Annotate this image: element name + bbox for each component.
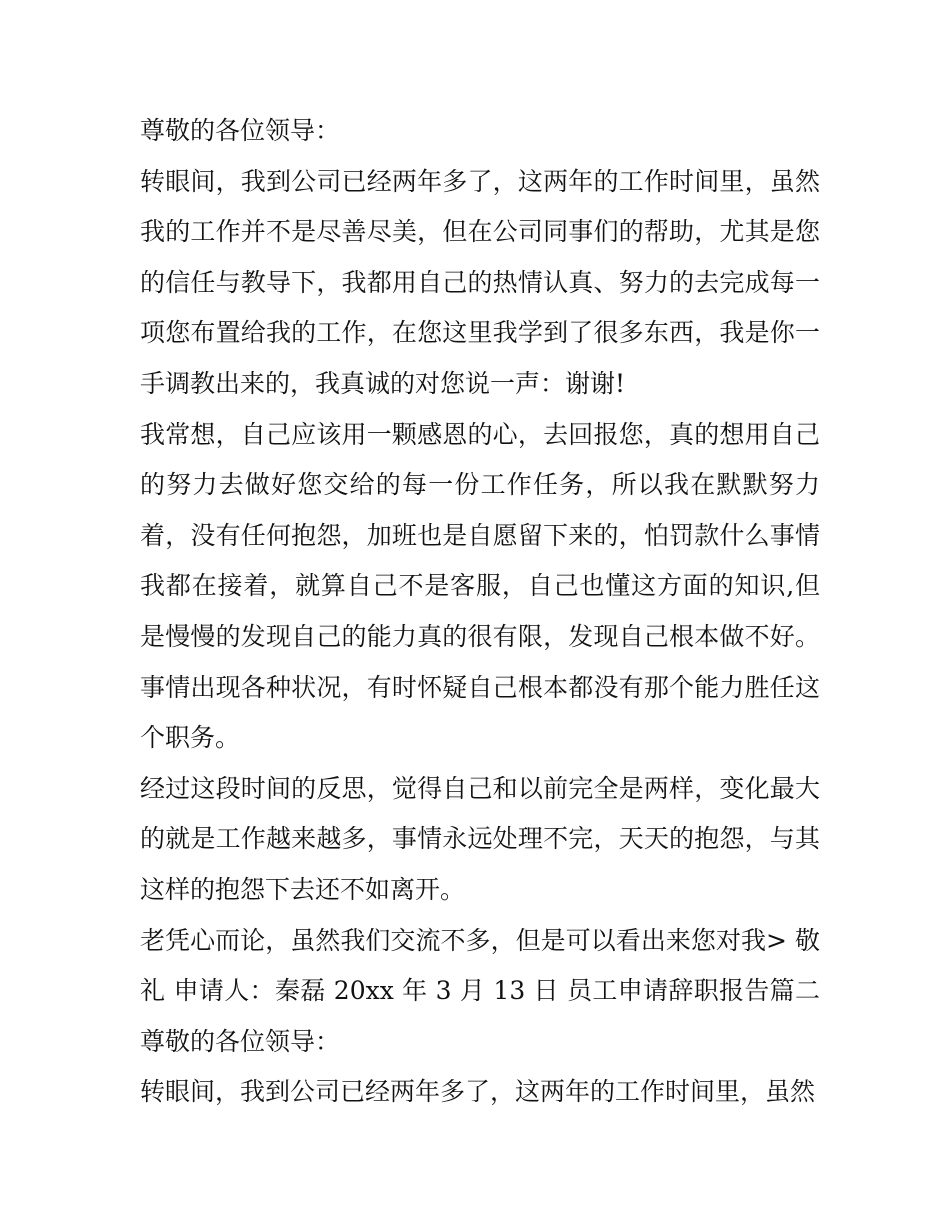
salutation: 尊敬的各位领导： xyxy=(140,116,341,145)
paragraph-5: 转眼间，我到公司已经两年多了，这两年的工作时间里，虽然 xyxy=(140,1077,816,1107)
paragraph-3: 经过这段时间的反思，觉得自己和以前完全是两样，变化最大的就是工作越来越多，事情永远处理不完，天天的抱怨，与其这样的抱怨下去还不如离开。 xyxy=(140,773,820,904)
paragraph-1: 转眼间，我到公司已经两年多了，这两年的工作时间里，虽然我的工作并不是尽善尽美，但在公司同事们的帮助，尤其是您的信任与教导下，我都用自己的热情认真、努力的去完成每一项您布置给我的工作，在您这里我学到了很多东西，我是你一手调教出来的，我真诚的对您说一声：谢谢! xyxy=(140,166,820,398)
paragraph-4: 老凭心而论，虽然我们交流不多，但是可以看出来您对我> 敬礼 申请人：秦磊 20xx 年 3 月 13 日 员工申请辞职报告篇二 尊敬的各位领导： xyxy=(140,925,820,1056)
document-body xyxy=(140,106,820,1118)
paragraph-2: 我常想，自己应该用一颗感恩的心，去回报您，真的想用自己的努力去做好您交给的每一份工作任务，所以我在默默努力着，没有任何抱怨，加班也是自愿留下来的，怕罚款什么事情我都在接着，就算自己不是客服，自己也懂这方面的知识,但是慢慢的发现自己的能力真的很有限，发现自己根本做不好。事情出现各种状况，有时怀疑自己根本都没有那个能力胜任这个职务。 xyxy=(140,419,820,753)
